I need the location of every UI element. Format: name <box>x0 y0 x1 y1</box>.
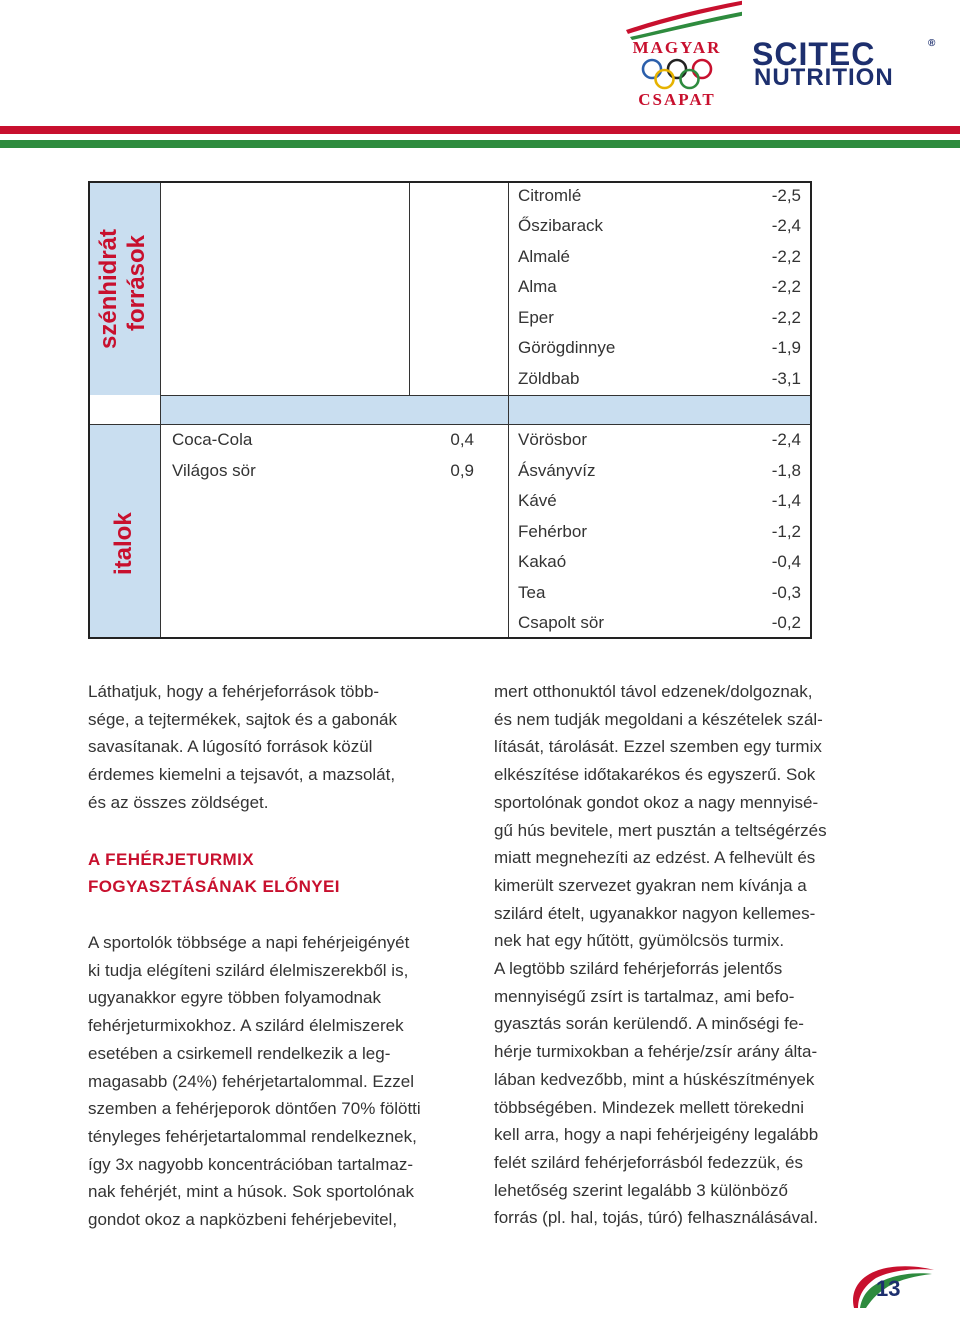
text-line: sége, a tejtermékek, sajtok és a gabonák <box>88 709 398 729</box>
text-line: A sportolók többsége a napi fehérjeigényét <box>88 933 410 952</box>
text-line: mennyiségű zsírt is tartalmaz, ami befo- <box>494 986 795 1006</box>
table-row-value: 0,4 <box>450 430 474 449</box>
table-row-name: Almalé <box>518 246 570 266</box>
table-row-value: -2,5 <box>771 186 801 205</box>
text-line: Láthatjuk, hogy a fehérjeforrások több- <box>88 682 380 701</box>
header-stripe-green <box>0 140 960 148</box>
table-row-value: -2,2 <box>771 307 801 327</box>
scitec-text: SCITEC <box>752 36 876 72</box>
registered-mark: ® <box>928 38 936 49</box>
text-line: lehetőség szerint legalább 3 különböző <box>494 1180 788 1200</box>
text-line: többségében. Mindezek mellett törekedni <box>494 1097 804 1117</box>
text-line: szemben a fehérjeporok döntően 70% fölötti <box>88 1099 421 1119</box>
table-row-name: Coca-Cola <box>172 430 253 449</box>
text-line: tényleges fehérjetartalommal rendelkeznek, <box>88 1126 417 1146</box>
table-row-value: -0,4 <box>771 552 801 571</box>
text-line: A legtöbb szilárd fehérjeforrás jelentős <box>494 959 783 979</box>
section-heading <box>88 846 468 900</box>
magyar-text: MAGYAR <box>632 38 722 57</box>
swoosh-icon <box>612 0 742 40</box>
table-row-value: 0,9 <box>450 460 474 480</box>
text-line: nak fehérjét, mint a húsok. Sok sportolónak <box>88 1182 415 1202</box>
magyar-csapat-logo <box>612 0 742 112</box>
text-line: kell arra, hogy a napi fehérjeigény legalább <box>494 1125 819 1145</box>
text-line: nek hat egy hűtött, gyümölcsös turmix. <box>494 931 785 951</box>
table-row-name: Őszibarack <box>518 216 604 235</box>
table-row-value: -1,4 <box>771 491 801 510</box>
text-line: érdemes kiemelni a tejsavót, a mazsolát, <box>88 765 396 785</box>
table-row-value: -1,2 <box>771 521 801 541</box>
table-row-name: Fehérbor <box>518 521 587 541</box>
table-row-name: Kávé <box>518 491 557 510</box>
page-number: 13 <box>876 1276 901 1301</box>
text-line: így 3x nagyobb koncentrációban tartalmaz- <box>88 1154 414 1174</box>
table-row-name: Világos sör <box>172 460 256 480</box>
table-row-value: -2,4 <box>771 430 801 449</box>
text-line: forrás (pl. hal, tojás, túró) felhasználásával. <box>494 1208 819 1228</box>
text-line: kimerült szervezet gyakran nem kívánja a <box>494 875 807 895</box>
table-row-value: -0,2 <box>771 613 801 632</box>
text-line: sportolónak gondot okoz a nagy mennyisé- <box>494 792 819 812</box>
csapat-text: CSAPAT <box>638 90 716 109</box>
text-line: gyasztás során kerülendő. A minőségi fe- <box>494 1014 804 1034</box>
table-row-name: Eper <box>518 307 554 327</box>
category-label-drinks: italok <box>110 512 137 575</box>
table-row-value: -2,2 <box>771 246 801 266</box>
table-row-value: -1,8 <box>771 460 801 480</box>
table-row-name: Tea <box>518 582 546 602</box>
text-line: felét szilárd fehérjeforrásból fedezzük, és <box>494 1152 803 1172</box>
table-row-value: -2,4 <box>771 216 801 235</box>
text-line: gű hús bevitele, mert pusztán a teltségérzés <box>494 820 827 840</box>
header-stripe-red <box>0 126 960 134</box>
text-line: ugyanakkor egyre többen folyamodnak <box>88 988 381 1008</box>
text-line: lában kedvezőbb, mint a húskészítmények <box>494 1069 815 1089</box>
left-text-column-2 <box>88 929 468 1234</box>
text-line: magasabb (24%) fehérjetartalommal. Ezzel <box>88 1071 414 1091</box>
table-row-name: Ásványvíz <box>518 460 596 480</box>
table-row-name: Citromlé <box>518 186 582 205</box>
text-line: elkészítése időtakarékos és egyszerű. Sok <box>494 765 816 785</box>
text-line: szilárd ételt, ugyanakkor nagyon kellemes- <box>494 903 816 923</box>
category-label-carbs-2: források <box>123 234 150 331</box>
right-text-column <box>494 678 884 1232</box>
table-row-name: Alma <box>518 277 557 296</box>
table-row-name: Csapolt sör <box>518 613 604 632</box>
text-line: és az összes zöldséget. <box>88 792 269 812</box>
text-line: ki tudja elégíteni szilárd élelmiszerekből is, <box>88 960 409 980</box>
text-line: mert otthonuktól távol edzenek/dolgoznak, <box>494 682 813 701</box>
table-row-value: -3,1 <box>771 368 801 388</box>
heading-line: A FEHÉRJETURMIX <box>88 850 254 869</box>
olympic-rings-icon <box>640 58 714 92</box>
text-line: és nem tudják megoldani a készételek szál- <box>494 709 823 729</box>
page-number-badge <box>846 1262 936 1312</box>
text-line: hérje turmixokban a fehérje/zsír arány álta- <box>494 1042 818 1062</box>
table-row-value: -1,9 <box>771 338 801 357</box>
food-ph-table <box>88 181 812 639</box>
table-row-value: -2,2 <box>771 277 801 296</box>
text-line: lítását, tárolását. Ezzel szemben egy turmix <box>494 737 822 757</box>
scitec-nutrition-logo <box>752 36 942 91</box>
table-row-value: -0,3 <box>771 582 801 602</box>
table-row-name: Görögdinnye <box>518 338 616 357</box>
table-row-name: Vörösbor <box>518 430 587 449</box>
text-line: miatt megnehezíti az edzést. A felhevült és <box>494 848 816 868</box>
text-line: gondot okoz a napközbeni fehérjebevitel, <box>88 1210 398 1230</box>
heading-line: FOGYASZTÁSÁNAK ELŐNYEI <box>88 877 340 896</box>
text-line: esetében a csirkemell rendelkezik a leg- <box>88 1043 391 1063</box>
category-label-carbs: szénhidrát <box>95 228 122 349</box>
table-row-name: Kakaó <box>518 552 567 571</box>
table-row-name: Zöldbab <box>518 368 580 388</box>
text-line: savasítanak. A lúgosító források közül <box>88 737 373 757</box>
left-text-column <box>88 678 468 817</box>
nutrition-text: NUTRITION <box>754 64 894 91</box>
text-line: fehérjeturmixokhoz. A szilárd élelmiszerek <box>88 1016 404 1036</box>
